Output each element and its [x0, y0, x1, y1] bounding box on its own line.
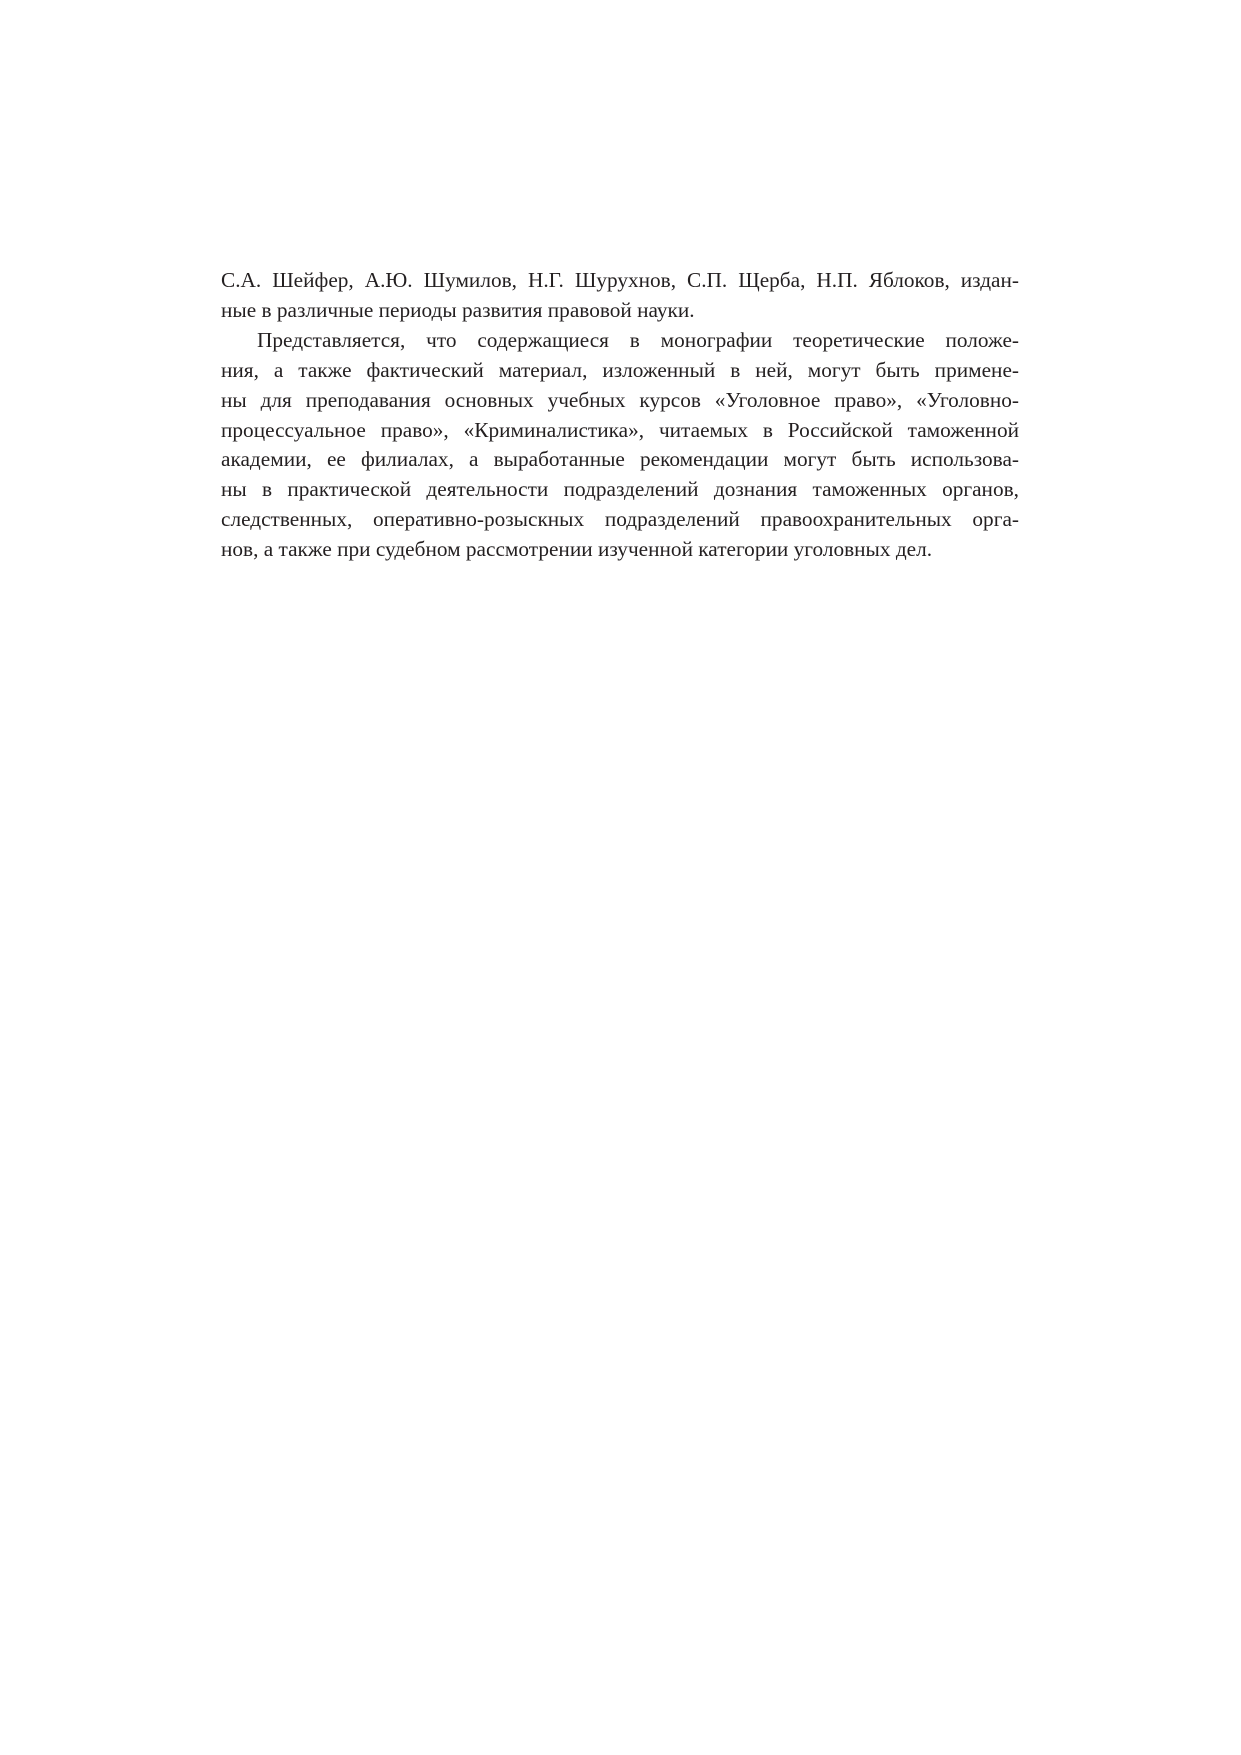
paragraph-line: Представляется, что содержащиеся в монографии теоретические положе- [257, 327, 1019, 352]
body-text [221, 266, 1019, 565]
paragraph-line: ные в различные периоды развития правовой науки. [221, 297, 695, 322]
paragraph-line: ны в практической деятельности подразделений дознания таможенных органов, [221, 477, 1019, 502]
paragraph-line: нов, а также при судебном рассмотрении изученной категории уголовных дел. [221, 537, 933, 562]
paragraph-line: процессуальное право», «Криминалистика», читаемых в Российской таможенной [221, 417, 1019, 442]
paragraph-2 [221, 326, 1019, 565]
paragraph-line: академии, ее филиалах, а выработанные рекомендации могут быть использова- [221, 447, 1019, 472]
paragraph-1 [221, 266, 1019, 326]
paragraph-line: следственных, оперативно-розыскных подразделений правоохранительных орга- [221, 507, 1019, 532]
paragraph-line: ния, а также фактический материал, изложенный в ней, могут быть примене- [221, 357, 1019, 382]
paragraph-line: ны для преподавания основных учебных курсов «Уголовное право», «Уголовно- [221, 387, 1019, 412]
paragraph-line: С.А. Шейфер, А.Ю. Шумилов, Н.Г. Шурухнов, С.П. Щерба, Н.П. Яблоков, издан- [221, 268, 1019, 292]
